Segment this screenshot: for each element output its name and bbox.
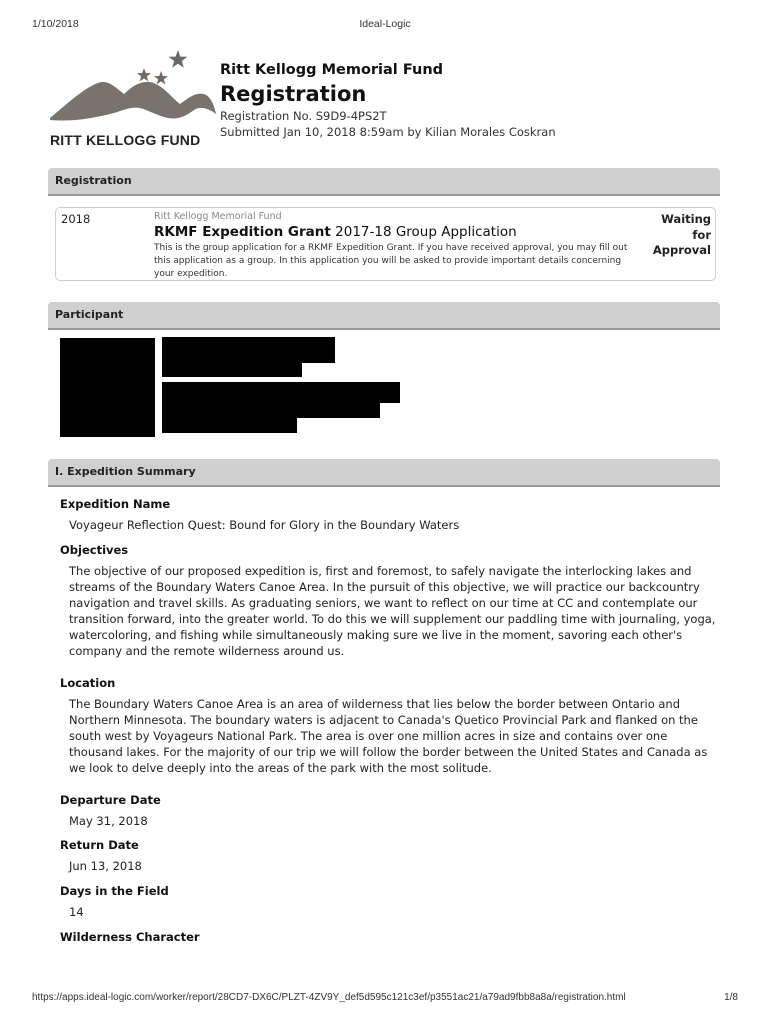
objectives-value: The objective of our proposed expedition is, first and foremost, to safely navigate the interlocking lakes and streams of the Boundary Waters Canoe Area. In the pursuit of this objective, we will practice our backcountry navigation and travel skills. As graduating seniors, we want to reflect on our time at CC and contemplate our transition forward, into the greater world. To do this we will supplement our paddling time with journaling, yoga, watercoloring, and fishing while simultaneously making sure we live in the moment, savoring each other's company and the remote wilderness around us. <box>69 564 716 658</box>
print-url: https://apps.ideal-logic.com/worker/report/28CD7-DX6C/PLZT-4ZV9Y_def5d595c121c3ef/p3551ac21/a79ad9fbb8a8a/registration.html <box>32 992 626 1003</box>
status-badge <box>647 212 711 259</box>
departure-date-label: Departure Date <box>60 793 161 807</box>
departure-date-value: May 31, 2018 <box>69 814 148 828</box>
section-title: Registration <box>55 174 132 187</box>
fund-name: Ritt Kellogg Memorial Fund <box>220 62 444 78</box>
redacted-photo <box>60 338 155 437</box>
print-header <box>0 18 770 32</box>
section-header-expedition-summary <box>48 459 720 487</box>
grant-description: This is the group application for a RKMF Expedition Grant. If you have received approval, you may fill out this application as a group. In this application you will be asked to provide important details concerning your expedition. <box>154 243 628 279</box>
ritt-kellogg-logo <box>48 48 218 148</box>
print-footer <box>0 992 770 1006</box>
status-line: Approval <box>652 243 711 257</box>
print-date: 1/10/2018 <box>32 18 79 30</box>
days-in-field-label: Days in the Field <box>60 884 169 898</box>
redacted-text <box>162 362 302 377</box>
registration-number: Registration No. S9D9-4PS2T <box>220 109 387 123</box>
return-date-value: Jun 13, 2018 <box>69 859 142 873</box>
location-label: Location <box>60 676 116 690</box>
page-title: Registration <box>220 82 367 106</box>
section-header-registration <box>48 168 720 196</box>
section-title: I. Expedition Summary <box>55 465 196 478</box>
expedition-name-label: Expedition Name <box>60 497 171 511</box>
status-line: Waiting <box>661 212 711 226</box>
grant-title <box>154 223 634 241</box>
page-number: 1/8 <box>724 992 738 1003</box>
submitted-info: Submitted Jan 10, 2018 8:59am by Kilian Morales Coskran <box>220 125 556 139</box>
location-value: The Boundary Waters Canoe Area is an area of wilderness that lies below the border between Ontario and Northern Minnesota. The boundary waters is adjacent to Canada's Quetico Provincial Park and flanked on the south west by Voyageurs National Park. The area is over one million acres in size and contains over one thousand lakes. For the majority of our trip we will follow the border between the United States and Canada as we look to delve deeply into the areas of the park with the most solitude. <box>69 697 708 775</box>
registration-details <box>154 211 634 281</box>
logo-wordmark: RITT KELLOGG FUND <box>50 132 201 148</box>
days-in-field-value: 14 <box>69 905 84 919</box>
registration-year: 2018 <box>61 212 91 226</box>
print-site-title: Ideal-Logic <box>359 18 411 30</box>
redacted-text <box>162 337 335 363</box>
mountain-stars-icon <box>48 48 218 132</box>
grant-title-bold: RKMF Expedition Grant <box>154 224 331 240</box>
expedition-name-value: Voyageur Reflection Quest: Bound for Glory in the Boundary Waters <box>69 518 460 532</box>
registration-fund: Ritt Kellogg Memorial Fund <box>154 211 282 222</box>
section-header-participant <box>48 302 720 330</box>
grant-title-rest: 2017-18 Group Application <box>330 224 517 240</box>
wilderness-character-label: Wilderness Character <box>60 930 200 944</box>
registration-header <box>220 60 740 140</box>
status-line: for <box>692 227 711 242</box>
redacted-text <box>162 382 400 403</box>
registration-card[interactable] <box>55 207 716 281</box>
return-date-label: Return Date <box>60 838 139 852</box>
objectives-label: Objectives <box>60 543 129 557</box>
section-title: Participant <box>55 308 124 321</box>
redacted-text <box>162 402 380 418</box>
redacted-text <box>162 417 297 433</box>
